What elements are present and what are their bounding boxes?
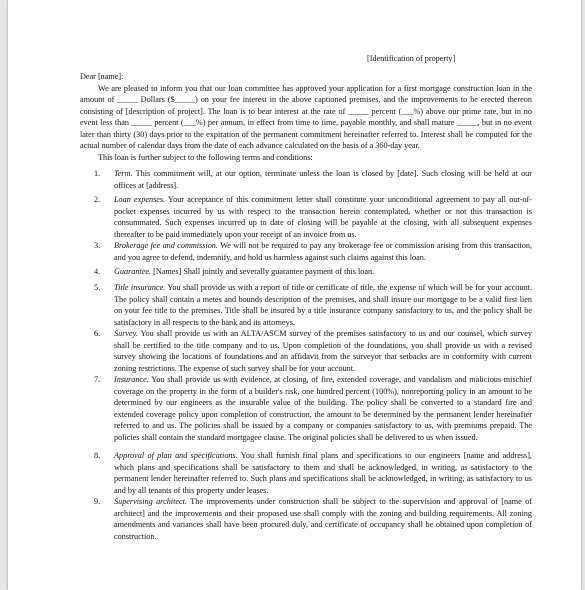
item-number: 3. <box>94 241 101 250</box>
item-body <box>114 328 532 374</box>
item-number: 9. <box>94 497 101 506</box>
insurance-item <box>94 374 532 443</box>
plans-approval-item <box>94 450 532 496</box>
item-text: The improvements under construction shall be subject to the supervision and approval of [name of architect] and the improvements and their proposed use shall comply with the zoning and building requirements. All zoning amendments and variances shall have been procured duly, and certificate of occupancy shall be obtained upon completion of construction. <box>114 497 532 541</box>
item-text: You shall furnish final plans and specifications to our engineers [name and address], which plans and specifications shall be satisfactory to them and shall be acknowledged, in writing, as satisfactory to the permanent lender hereinafter referred to. Such plans and specifications shall be acknowledged, in writing, as satisfactory to us and by all tenants of this property under leases. <box>114 451 532 495</box>
item-heading: Loan expenses. <box>114 195 166 204</box>
item-number: 2. <box>94 195 101 204</box>
item-text: You shall provide us with an ALTA/ASCM survey of the premises satisfactory to us and our counsel, which survey shall be certified to the title company and to us. Upon completion of the foundations, you shall provide us with a revised survey showing the locations of foundations and an affidavit from the surveyor that setbacks are in conformity with current zoning restrictions. The expense of such survey shall be for your account. <box>114 329 532 373</box>
document-page <box>8 0 581 590</box>
item-body <box>114 282 532 328</box>
item-heading: Term. <box>114 169 133 178</box>
item-text: Your acceptance of this commitment letter shall constitute your unconditional agreement to pay all out-of-pocket expenses incurred by us with respect to the transaction herein contemplated, whether or not this transaction is consummated. Such expenses incurred up to date of closing will be payable at the closing, with all subsequent expenses thereafter to be paid immediately upon your receipt of an invoice from us. <box>114 195 532 239</box>
item-heading: Supervising architect. <box>114 497 187 506</box>
item-heading: Guarantee. <box>114 267 152 276</box>
intro-paragraph: We are pleased to inform you that our loan committee has approved your application for a first mortgage construction loan in the amount of _____ Dollars ($_____) on your fee interest in the above captioned premises, and the improvements to be erected thereon consisting of [description of project]. The loan is to bear interest at the rate of _____ percent (___%) above our prime rate, but in no event less than _____ percent (___%) per annum, in effect from time to time, payable monthly, and shall mature _____, but in no event later than thirty (30) days prior to the expiration of the permanent commitment hereinafter referred to. Interest shall be computed for the actual number of calendar days from the date of each advance calculated on the basis of a 360-day year. <box>80 83 532 150</box>
item-text: We will not be required to pay any brokerage fee or commission arising from this transaction, and you agree to defend, indemnify, and hold us harmless against such claims against this loan. <box>114 241 532 262</box>
item-heading: Title insurance. <box>114 283 166 292</box>
item-heading: Approval of plan and specifications. <box>114 451 238 460</box>
item-heading: Insurance. <box>114 375 149 384</box>
item-number: 7. <box>94 375 101 384</box>
item-text: You shall provide us with evidence, at closing, of fire, extended coverage, and vandalism and malicious mischief coverage on the property in the form of a builder's risk, one hundred percent (100%), nonreporting policy in an amount to be determined by our engineers as the insurable value of the building. The policy shall be converted to a standard fire and extended coverage policy upon completion of construction, the amount to be determined by the permanent lender hereinafter referred to and us. The policies shall be issued by a company or companies satisfactory to us, with premiums prepaid. The policies shall contain the standard mortgagee clause. The original policies shall be delivered to us when issued. <box>114 375 532 442</box>
title-insurance-item <box>94 282 532 328</box>
item-heading: Survey. <box>114 329 138 338</box>
item-number: 6. <box>94 329 101 338</box>
item-body <box>114 374 532 443</box>
item-text: [Names] Shall jointly and severally guarantee payment of this loan. <box>151 267 375 276</box>
item-body <box>114 496 532 542</box>
item-heading: Brokerage fee and commission. <box>114 241 218 250</box>
salutation: Dear [name]: <box>80 72 124 81</box>
item-body <box>114 240 532 263</box>
item-number: 4. <box>94 267 101 276</box>
item-body <box>114 194 532 240</box>
item-body <box>114 168 532 191</box>
item-number: 5. <box>94 283 101 292</box>
guarantee-item <box>94 266 532 278</box>
terms-lead-in: This loan is further subject to the following terms and conditions: <box>98 152 313 162</box>
item-body <box>114 266 532 278</box>
item-number: 8. <box>94 451 101 460</box>
identification-of-property: [Identification of property] <box>367 54 456 63</box>
item-text: You shall provide us with a report of title or certificate of title, the expense of which will be for your account. The policy shall contain a metes and bounds description of the premises, and shall insure our mortgage to be a valid first lien on your fee title to the premises. Title shall be insured by a title insurance company satisfactory to us, and the policy shall be satisfactory in all respects to the bank and its attorneys. <box>114 283 533 327</box>
item-number: 1. <box>94 169 101 178</box>
survey-item <box>94 328 532 374</box>
item-text: This commitment will, at our option, terminate unless the loan is closed by [date]. Such closing will be held at our offices at [address]. <box>114 169 532 190</box>
supervising-architect-item <box>94 496 532 542</box>
brokerage-fee-item <box>94 240 532 263</box>
letter-intro <box>80 71 532 163</box>
item-body <box>114 450 532 496</box>
loan-expenses-item <box>94 194 532 240</box>
term-item <box>94 168 532 191</box>
